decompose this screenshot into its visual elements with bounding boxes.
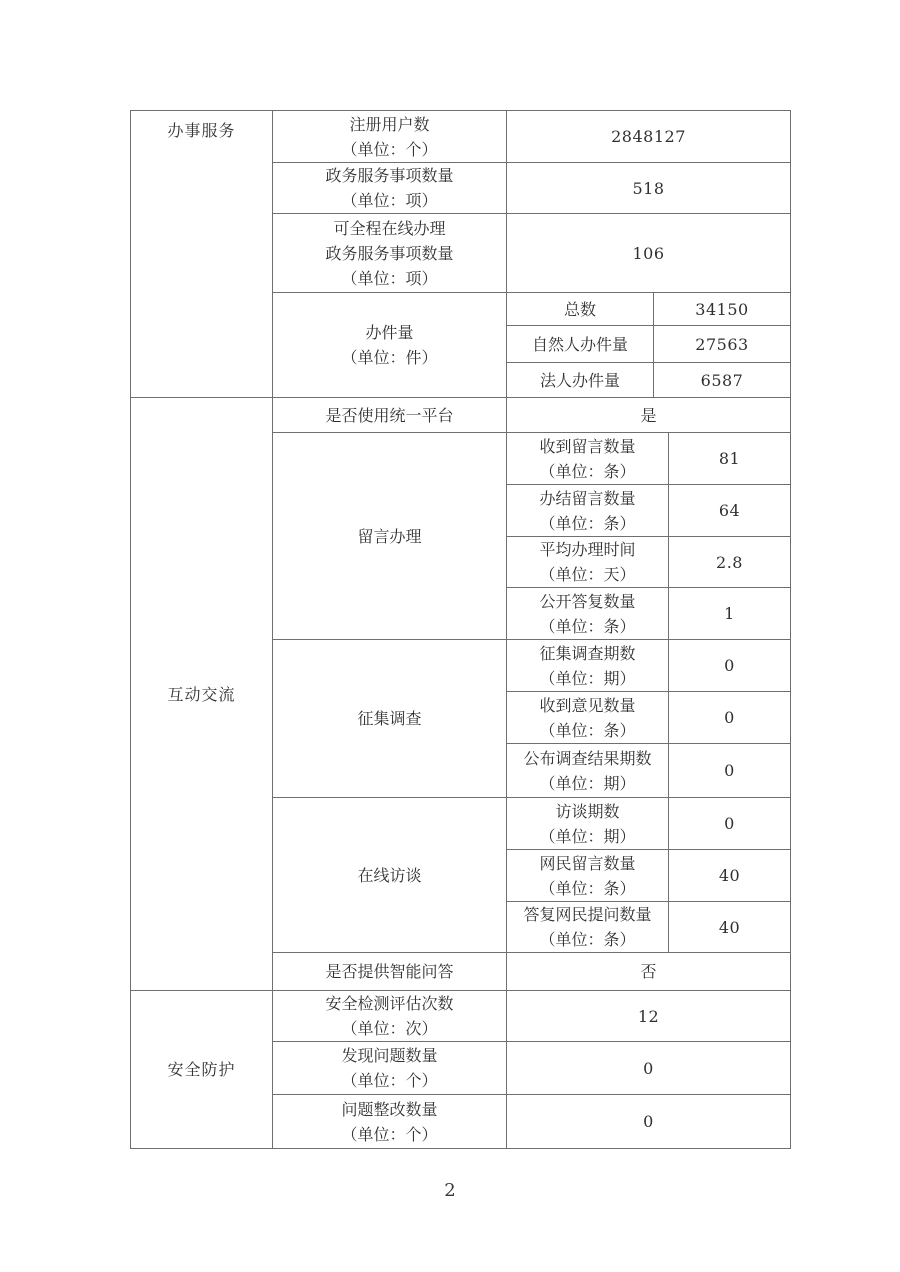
value-security-checks: 12 (507, 991, 791, 1042)
label-line: 安全检测评估次数 (325, 994, 454, 1013)
label-line: 问题整改数量 (341, 1099, 438, 1119)
label-line: （单位：条） (539, 616, 636, 636)
label-line: 政务服务事项数量 (325, 166, 454, 185)
page-number: 2 (444, 1180, 456, 1201)
label-line: （单位：项） (341, 268, 438, 288)
label-line: （单位：条） (539, 930, 636, 949)
report-table (130, 110, 791, 1149)
group-label-interviews: 在线访谈 (273, 798, 507, 953)
label-line: （单位：条） (539, 461, 636, 481)
subname-handling-legal: 法人办件量 (507, 363, 654, 398)
label-line: （单位：项） (341, 191, 438, 210)
value-problems-found: 0 (507, 1042, 791, 1095)
subvalue-messages-received: 81 (669, 433, 791, 485)
subvalue-surveys-results: 0 (669, 744, 791, 798)
subname-messages-public-replies (507, 588, 669, 640)
label-problems-found (273, 1042, 507, 1095)
label-line: （单位：个） (341, 1124, 438, 1144)
group-label-messages: 留言办理 (273, 433, 507, 640)
label-smart-qa: 是否提供智能问答 (273, 953, 507, 991)
label-line: 征集调查期数 (539, 643, 636, 663)
value-problems-fixed: 0 (507, 1095, 791, 1149)
value-unified-platform: 是 (507, 398, 791, 433)
subname-handling-total: 总数 (507, 293, 654, 326)
subname-interviews-periods (507, 798, 669, 850)
subvalue-interviews-periods: 0 (669, 798, 791, 850)
label-line: 网民留言数量 (539, 853, 636, 873)
label-line: 注册用户数 (349, 114, 430, 134)
subvalue-surveys-periods: 0 (669, 640, 791, 692)
subvalue-handling-natural: 27563 (654, 326, 791, 363)
label-line: （单位：个） (341, 1071, 438, 1090)
label-line: （单位：条） (539, 513, 636, 533)
label-service-items (273, 163, 507, 214)
label-line: 办件量 (365, 323, 414, 342)
subname-interviews-replies (507, 902, 669, 953)
subname-messages-avgtime (507, 537, 669, 588)
label-line: （单位：条） (539, 878, 636, 898)
label-line: 办结留言数量 (539, 488, 636, 508)
subname-surveys-periods (507, 640, 669, 692)
label-line: 公开答复数量 (539, 591, 636, 611)
label-line: （单位：条） (539, 720, 636, 740)
label-line: 答复网民提问数量 (523, 905, 652, 924)
subvalue-messages-public-replies: 1 (669, 588, 791, 640)
category-cell-services: 办事服务 (131, 111, 273, 398)
label-online-items (273, 214, 507, 293)
subname-interviews-messages (507, 850, 669, 902)
label-registered-users (273, 111, 507, 163)
label-line: 收到留言数量 (539, 436, 636, 456)
group-label-surveys: 征集调查 (273, 640, 507, 798)
subname-messages-received (507, 433, 669, 485)
label-line: 平均办理时间 (539, 540, 636, 559)
label-line: （单位：天） (539, 565, 636, 584)
label-line: 收到意见数量 (539, 695, 636, 715)
label-unified-platform: 是否使用统一平台 (273, 398, 507, 433)
label-line: （单位：期） (539, 773, 636, 793)
subvalue-surveys-opinions: 0 (669, 692, 791, 744)
value-registered-users: 2848127 (507, 111, 791, 163)
value-online-items: 106 (507, 214, 791, 293)
label-line: 可全程在线办理 (333, 218, 446, 238)
label-line: 政务服务事项数量 (325, 243, 454, 263)
subvalue-interviews-messages: 40 (669, 850, 791, 902)
subvalue-messages-completed: 64 (669, 485, 791, 537)
label-line: 发现问题数量 (341, 1046, 438, 1065)
label-line: 公布调查结果期数 (523, 748, 652, 768)
label-line: （单位：期） (539, 668, 636, 688)
label-line: 访谈期数 (555, 801, 620, 821)
subvalue-interviews-replies: 40 (669, 902, 791, 953)
category-cell-security: 安全防护 (131, 991, 273, 1149)
subvalue-messages-avgtime: 2.8 (669, 537, 791, 588)
report-table-container (130, 110, 790, 1149)
label-security-checks (273, 991, 507, 1042)
subname-messages-completed (507, 485, 669, 537)
value-smart-qa: 否 (507, 953, 791, 991)
label-line: （单位：期） (539, 826, 636, 846)
label-problems-fixed (273, 1095, 507, 1149)
subname-surveys-results (507, 744, 669, 798)
subname-surveys-opinions (507, 692, 669, 744)
value-service-items: 518 (507, 163, 791, 214)
subname-handling-natural: 自然人办件量 (507, 326, 654, 363)
group-label-handling (273, 293, 507, 398)
subvalue-handling-legal: 6587 (654, 363, 791, 398)
label-line: （单位：件） (341, 348, 438, 367)
category-cell-interaction: 互动交流 (131, 398, 273, 991)
label-line: （单位：个） (341, 139, 438, 159)
subvalue-handling-total: 34150 (654, 293, 791, 326)
label-line: （单位：次） (341, 1019, 438, 1038)
